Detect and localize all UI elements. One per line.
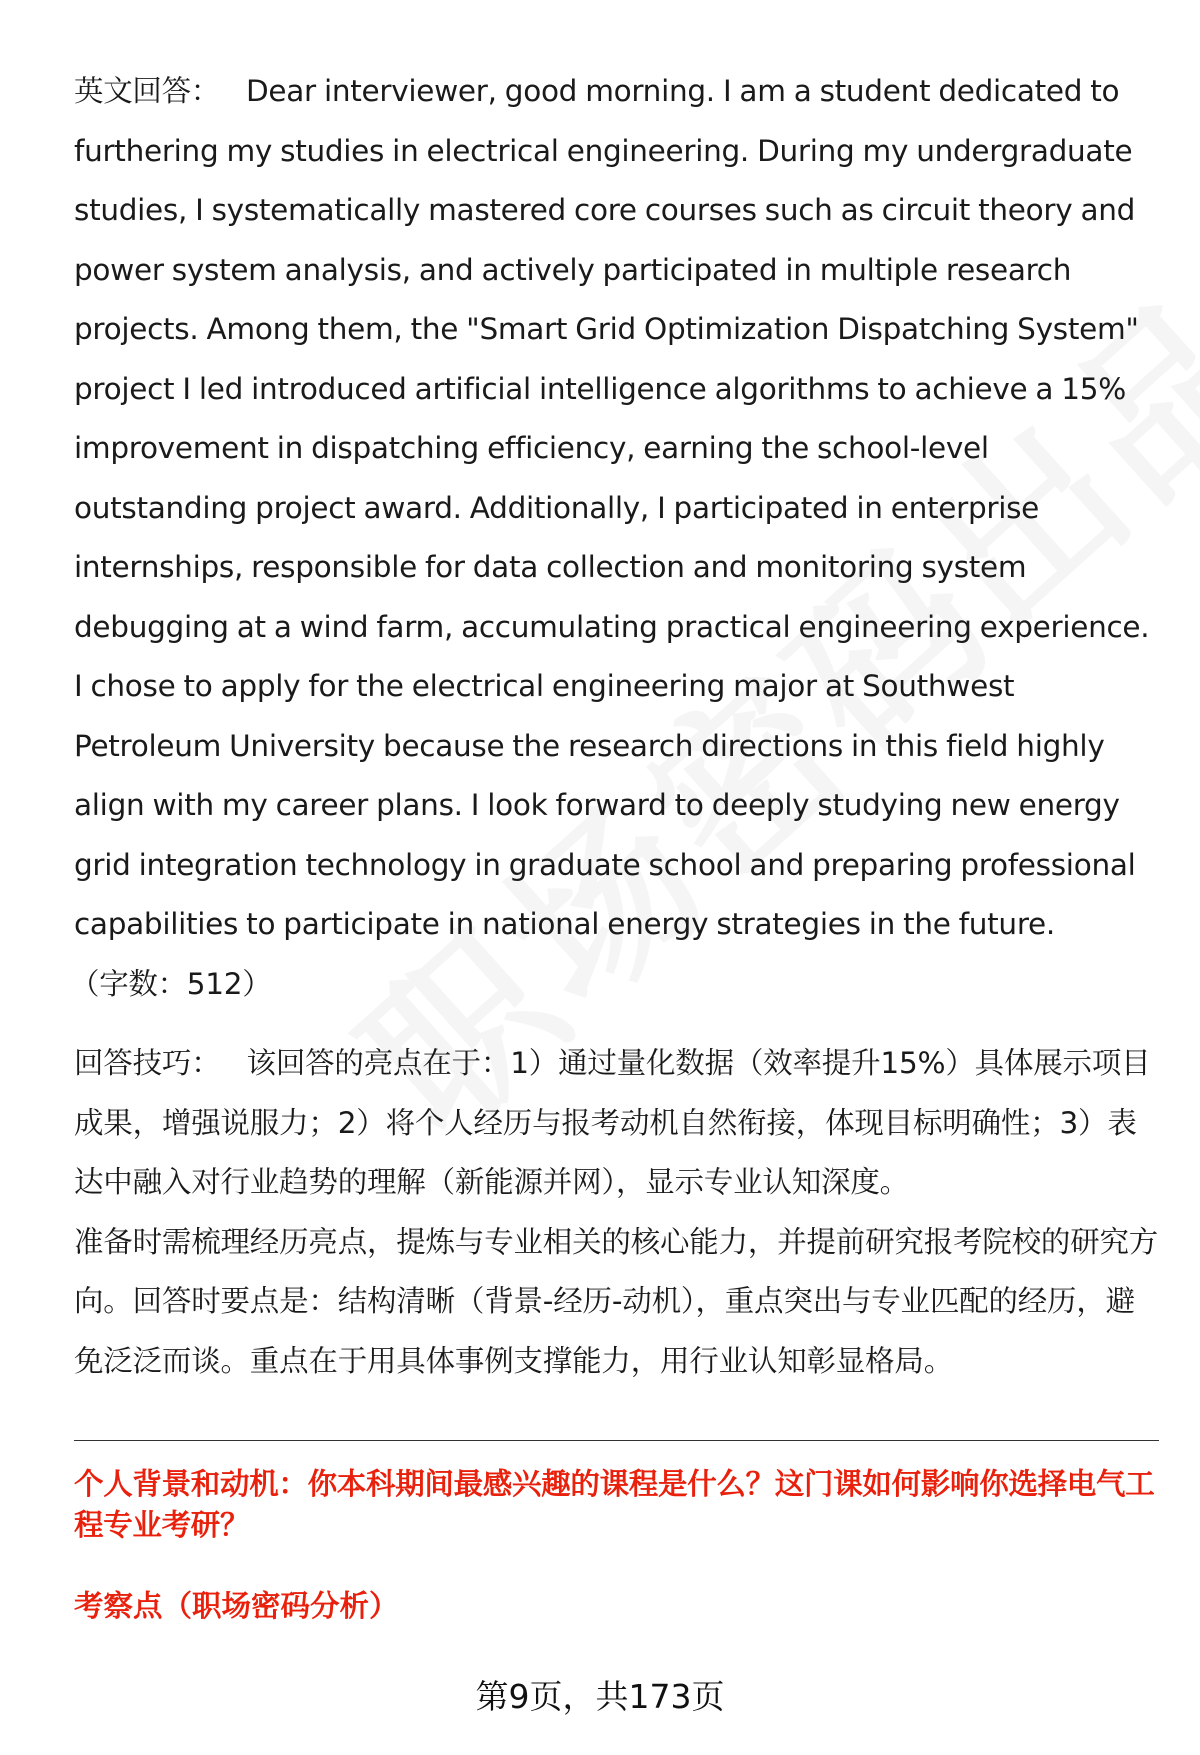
- english-answer: [70, 62, 1159, 1014]
- question-title: 个人背景和动机：你本科期间最感兴趣的课程是什么？这门课如何影响你选择电气工程专业考研？: [74, 1467, 1155, 1542]
- section-label: 考察点（职场密码分析）: [74, 1589, 399, 1623]
- answer-text: Dear interviewer, good morning. I am a student dedicated to furthering my studies in electrical engineering. During my undergraduate studies, I systematically mastered core courses such as circuit theory and power system analysis, and actively participated in multiple research projects. Among them, the "Smart Grid Optimization Dispatching System" project I led introduced artificial intelligence algorithms to achieve a 15% improvement in dispatching efficiency, earning the school-level outstanding project award. Additionally, I participated in enterprise internships, responsible for data collection and monitoring system debugging at a wind farm, accumulating practical engineering experience. I chose to apply for the electrical engineering major at Southwest Petroleum University because the research directions in this field highly align with my career plans. I look forward to deeply studying new energy grid integration technology in graduate school and preparing professional capabilities to participate in national energy strategies in the future.: [74, 74, 1150, 941]
- answer-tips: [74, 1034, 1159, 1391]
- section-divider: [74, 1440, 1159, 1441]
- page-indicator: 第9页，共173页: [475, 1677, 725, 1716]
- word-count: （字数：512）: [70, 966, 272, 1001]
- tips-paragraph-1: [74, 1034, 1159, 1213]
- tips-text-1: 该回答的亮点在于：1）通过量化数据（效率提升15%）具体展示项目成果，增强说服力；2）将个人经历与报考动机自然衔接，体现目标明确性；3）表达中融入对行业趋势的理解（新能源并网），显示专业认知深度。: [74, 1046, 1151, 1199]
- tips-label: 回答技巧：: [74, 1046, 221, 1080]
- answer-label: 英文回答：: [74, 74, 221, 108]
- tips-paragraph-2: 准备时需梳理经历亮点，提炼与专业相关的核心能力，并提前研究报考院校的研究方向。回答时要点是：结构清晰（背景-经历-动机），重点突出与专业匹配的经历，避免泛泛而谈。重点在于用具体事例支撑能力，用行业认知彰显格局。: [74, 1224, 1159, 1378]
- document-page: [70, 62, 1159, 1627]
